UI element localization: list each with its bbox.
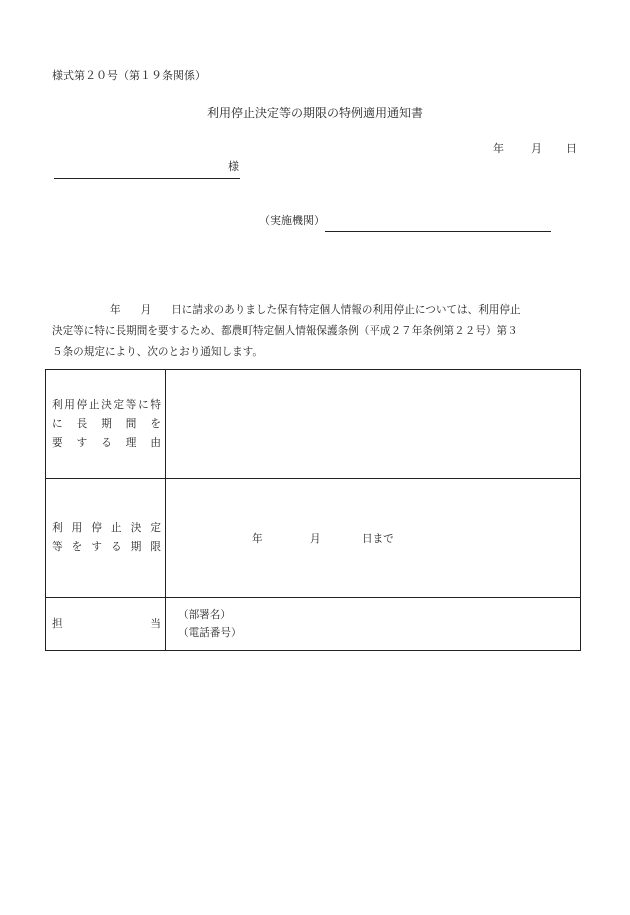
date-day-label: 日 bbox=[566, 142, 577, 155]
notice-body-text bbox=[52, 300, 577, 363]
phone-label: （電話番号） bbox=[178, 627, 242, 639]
table-row-deadline bbox=[46, 479, 581, 598]
agency-name-field[interactable] bbox=[325, 231, 551, 232]
contact-label-right: 当 bbox=[150, 617, 161, 630]
agency-label: （実施機関） bbox=[259, 214, 325, 227]
form-number: 様式第２０号（第１９条関係） bbox=[52, 69, 206, 82]
reason-label-line-3: 要する理由 bbox=[52, 436, 161, 449]
request-year-label: 年 bbox=[110, 304, 121, 316]
contact-header-cell bbox=[46, 598, 166, 651]
addressee-honorific: 様 bbox=[228, 160, 239, 173]
deadline-until-label: 日まで bbox=[362, 532, 394, 545]
request-month-label: 月 bbox=[140, 304, 152, 316]
body-line-1: 日に請求のありました保有特定個人情報の利用停止については、利用停止 bbox=[171, 304, 521, 316]
reason-label-line-2: に長期間を bbox=[52, 417, 161, 430]
reason-input-cell[interactable] bbox=[166, 370, 581, 479]
deadline-month-label: 月 bbox=[310, 532, 321, 545]
document-title: 利用停止決定等の期限の特例適用通知書 bbox=[206, 106, 423, 120]
reason-label-line-1: 利用停止決定等に特 bbox=[52, 398, 161, 411]
deadline-label-line-1: 利用停止決定 bbox=[52, 522, 161, 534]
deadline-header-cell bbox=[46, 479, 166, 598]
deadline-input-cell[interactable] bbox=[166, 479, 581, 598]
reason-header-cell bbox=[46, 370, 166, 479]
deadline-label-line-2: 等をする期限 bbox=[52, 541, 161, 553]
date-month-label: 月 bbox=[531, 142, 542, 155]
date-year-label: 年 bbox=[493, 142, 504, 155]
body-line-2: 決定等に特に長期間を要するため、都農町特定個人情報保護条例（平成２７年条例第２２号）第３ bbox=[52, 325, 518, 337]
deadline-year-label: 年 bbox=[252, 532, 263, 545]
table-row-reason bbox=[46, 370, 581, 479]
addressee-name-field[interactable] bbox=[54, 178, 240, 179]
contact-input-cell[interactable] bbox=[166, 598, 581, 651]
notice-details-table bbox=[45, 369, 581, 651]
contact-label-left: 担 bbox=[52, 617, 63, 630]
department-label: （部署名） bbox=[178, 609, 231, 621]
body-line-3: ５条の規定により、次のとおり通知します。 bbox=[52, 346, 264, 358]
table-row-contact bbox=[46, 598, 581, 651]
